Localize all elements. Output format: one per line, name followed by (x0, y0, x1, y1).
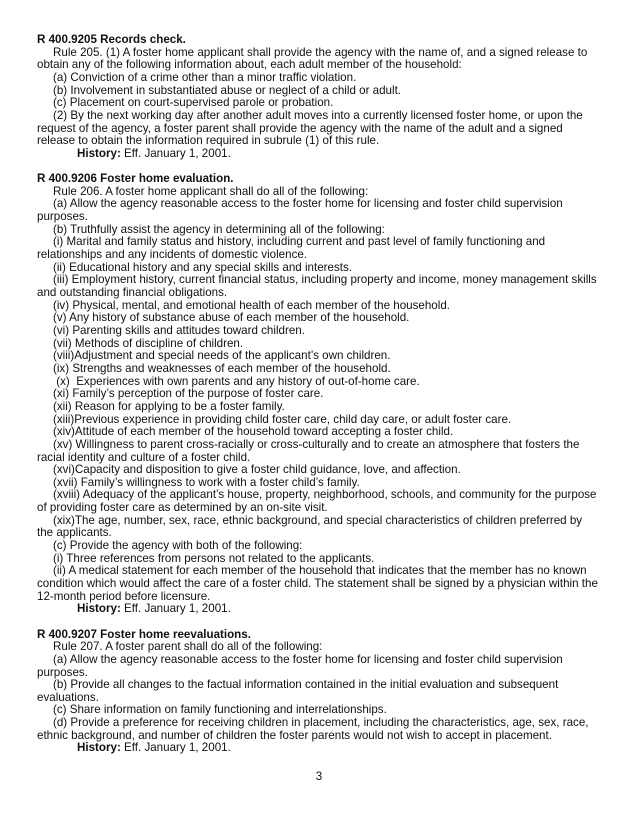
paragraph: (a) Conviction of a crime other than a minor traffic violation. (53, 70, 357, 84)
document-page (37, 34, 601, 768)
paragraph: (b) Truthfully assist the agency in determining all of the following: (53, 222, 385, 236)
paragraph: (ii) Educational history and any special skills and interests. (53, 260, 353, 274)
paragraph: (xiv)Attitude of each member of the household toward accepting a foster child. (53, 425, 454, 439)
paragraph: (xi) Family’s perception of the purpose of foster care. (53, 387, 324, 401)
paragraph: Rule 207. A foster parent shall do all of the following: (53, 640, 323, 654)
paragraph: (iii) Employment history, current financial status, including property and income, money management skills and outstanding financial obligations. (37, 273, 597, 299)
paragraph: (xiii)Previous experience in providing child foster care, child day care, or adult foster care. (53, 412, 512, 426)
paragraph: (viii)Adjustment and special needs of the applicant’s own children. (53, 349, 391, 363)
paragraph: (i) Marital and family status and history, including current and past level of family functioning and relationships and any incidents of domestic violence. (37, 235, 546, 261)
paragraph: (iv) Physical, mental, and emotional health of each member of the household. (53, 298, 450, 312)
paragraph: (i) Three references from persons not related to the applicants. (53, 551, 375, 565)
history-line (37, 603, 601, 616)
history-label: History: (77, 602, 121, 616)
paragraph: (c) Provide the agency with both of the following: (53, 539, 303, 553)
paragraph: (b) Provide all changes to the factual information contained in the initial evaluation and subsequent evaluations. (37, 678, 559, 704)
section-heading: R 400.9206 Foster home evaluation. (37, 172, 234, 186)
history-line (37, 742, 601, 755)
paragraph: (xvii) Family’s willingness to work with a foster child’s family. (53, 475, 360, 489)
paragraph: (c) Placement on court-supervised parole or probation. (53, 96, 334, 110)
history-text: Eff. January 1, 2001. (120, 146, 231, 160)
section-heading: R 400.9207 Foster home reevaluations. (37, 627, 251, 641)
paragraph: (xvi)Capacity and disposition to give a foster child guidance, love, and affection. (53, 463, 461, 477)
history-label: History: (77, 146, 121, 160)
section-records-check (37, 34, 601, 161)
paragraph: (b) Involvement in substantiated abuse or neglect of a child or adult. (53, 83, 402, 97)
paragraph: (ii) A medical statement for each member of the household that indicates that the member has no known condition which would affect the care of a foster child. The statement shall be signed by a physician within the 12-month period before licensure. (37, 564, 598, 603)
paragraph: Rule 205. (1) A foster home applicant shall provide the agency with the name of, and a signed release to obtain any of the following information about, each adult member of the household: (37, 45, 588, 72)
paragraph: (vii) Methods of discipline of children. (53, 336, 244, 350)
paragraph: (d) Provide a preference for receiving children in placement, including the characteristics, age, sex, race, ethnic background, and number of children the foster parents would not wish to accept in placement. (37, 716, 589, 742)
paragraph: (xix)The age, number, sex, race, ethnic background, and special characteristics of children preferred by the applicants. (37, 513, 583, 540)
section-foster-home-reevaluations (37, 629, 601, 756)
history-label: History: (77, 741, 121, 755)
history-text: Eff. January 1, 2001. (120, 602, 231, 616)
paragraph: (xv) Willingness to parent cross-racially or cross-culturally and to create an atmosphere that fosters the racial identity and culture of a foster child. (37, 437, 580, 464)
section-foster-home-evaluation (37, 173, 601, 616)
paragraph: Rule 206. A foster home applicant shall do all of the following: (53, 184, 369, 198)
paragraph: (2) By the next working day after another adult moves into a currently licensed foster home, or upon the request of the agency, a foster parent shall provide the agency with the name of the adult and a signed release to obtain the information required in subrule (1) of this rule. (37, 108, 583, 148)
paragraph: (v) Any history of substance abuse of each member of the household. (53, 311, 410, 325)
paragraph: (ix) Strengths and weaknesses of each member of the household. (53, 361, 391, 375)
paragraph: (vi) Parenting skills and attitudes toward children. (53, 323, 305, 337)
paragraph: (c) Share information on family functioning and interrelationships. (53, 703, 387, 717)
history-line (37, 148, 601, 161)
page-number: 3 (315, 770, 323, 783)
history-text: Eff. January 1, 2001. (120, 741, 231, 755)
section-heading: R 400.9205 Records check. (37, 33, 186, 46)
paragraph: (a) Allow the agency reasonable access to the foster home for licensing and foster child supervision purposes. (37, 652, 563, 679)
paragraph: (xviii) Adequacy of the applicant’s house, property, neighborhood, schools, and community for the purpose of providing foster care as determined by an on-site visit. (37, 488, 597, 515)
paragraph: (a) Allow the agency reasonable access to the foster home for licensing and foster child supervision purposes. (37, 197, 563, 224)
paragraph: (xii) Reason for applying to be a foster family. (53, 399, 285, 413)
paragraph: (x) Experiences with own parents and any history of out-of-home care. (53, 374, 420, 388)
